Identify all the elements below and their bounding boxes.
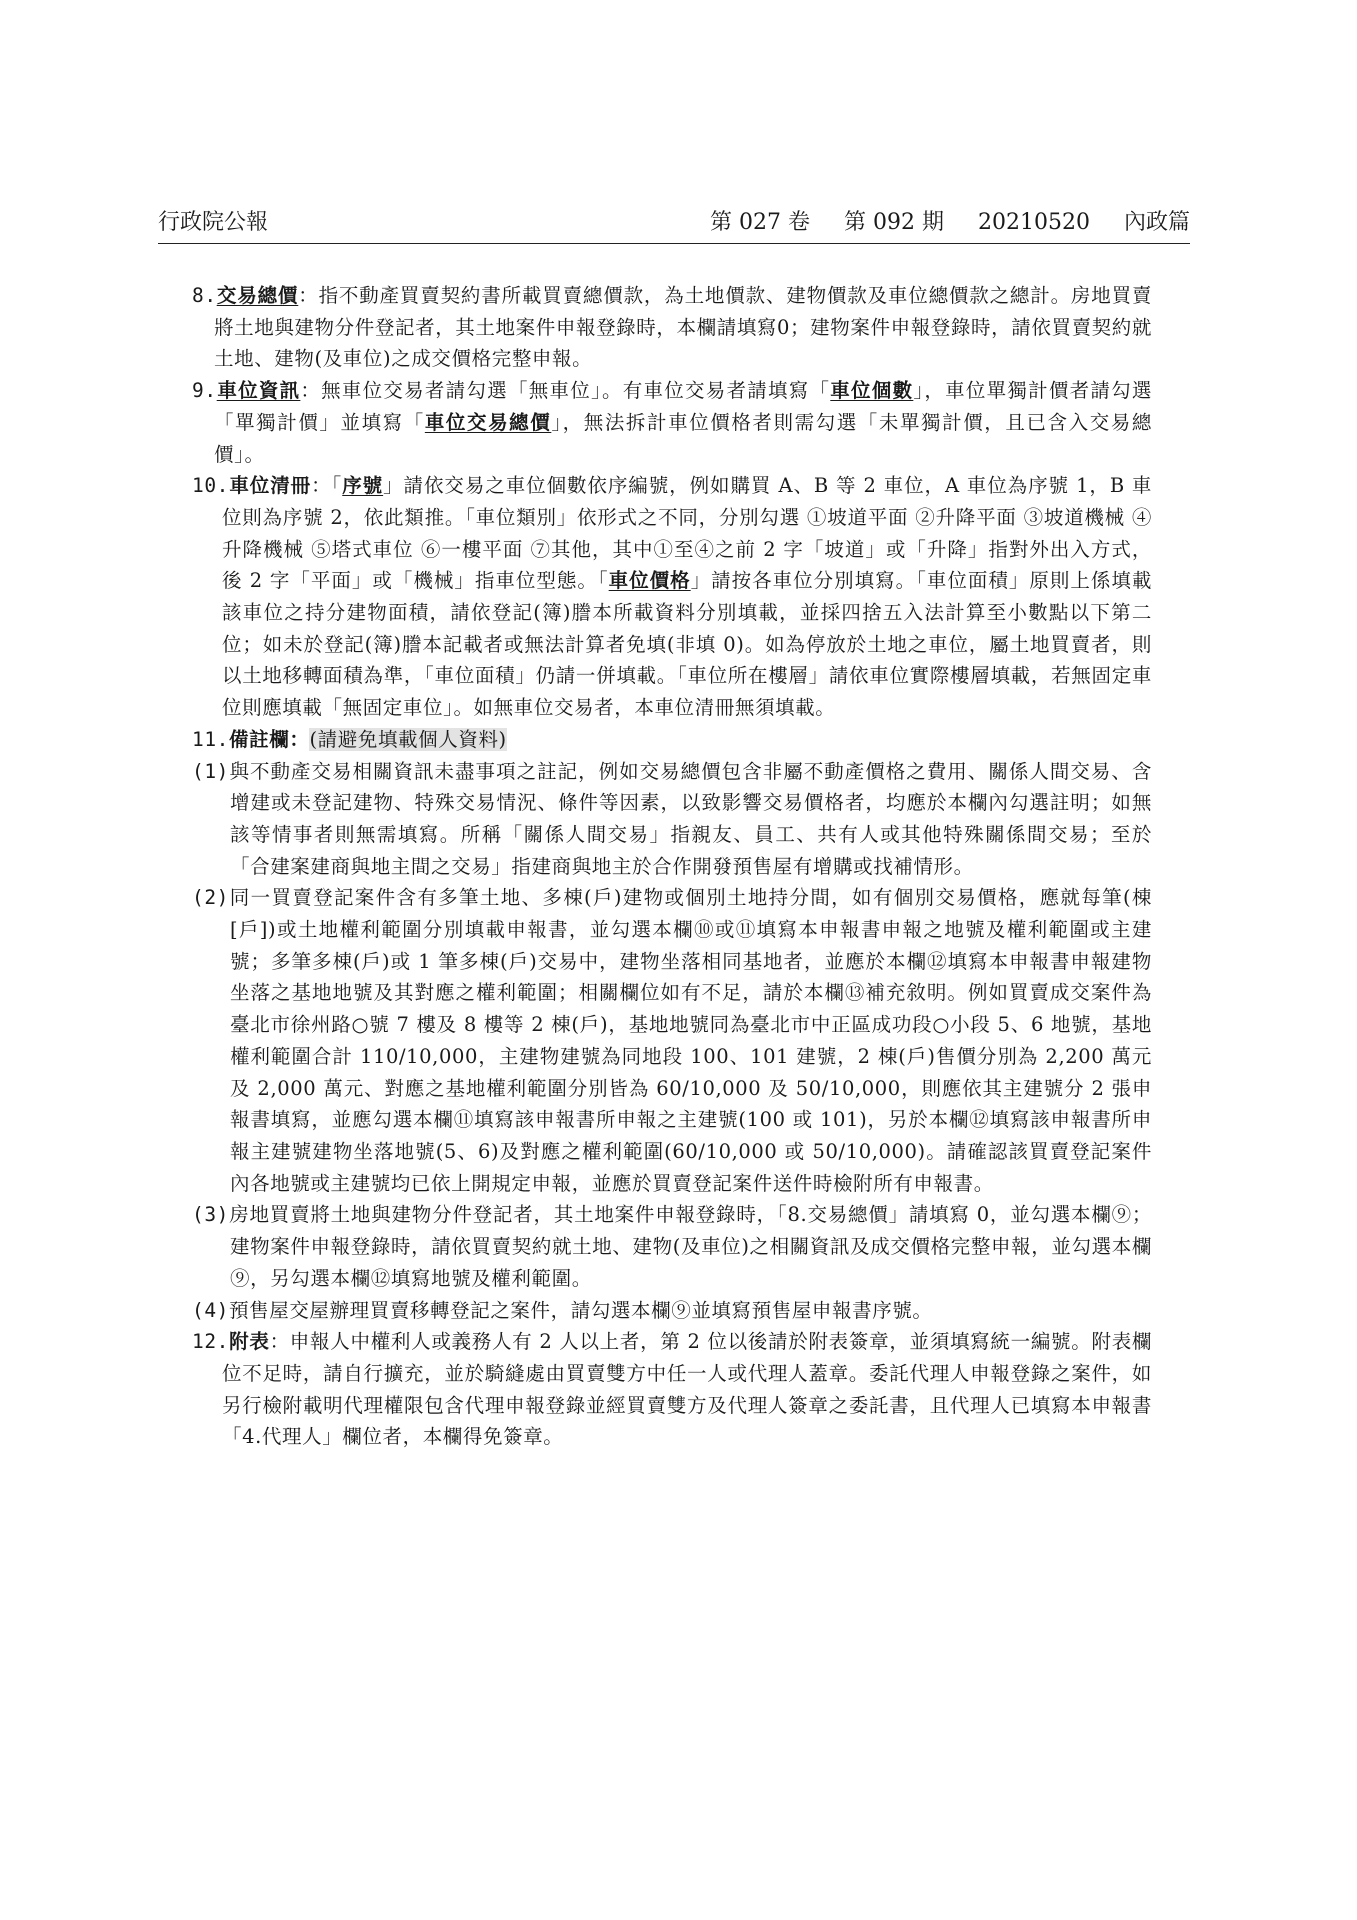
item-term: 交易總價	[216, 284, 299, 307]
section-name: 內政篇	[1123, 210, 1190, 235]
issue-number: 第 092 期	[844, 210, 944, 235]
item-text: 」，無法拆計車位價格者則需勾選「未單獨計價，且已含入交易總價」。	[214, 410, 1152, 466]
sub-number: (3)	[192, 1203, 230, 1227]
item-8-total-price	[192, 280, 1152, 375]
issue-date: 20210520	[978, 210, 1090, 235]
item-number: 10.	[192, 474, 230, 498]
remark-sub-item	[192, 1199, 1152, 1294]
sub-number: (4)	[192, 1298, 230, 1322]
item-term: 備註欄：	[229, 727, 310, 751]
document-body	[192, 280, 1152, 1453]
sub-text: 同一買賣登記案件含有多筆土地、多棟(戶)建物或個別土地持分間，如有個別交易價格，應就每筆(棟[戶])或土地權利範圍分別填載申報書，並勾選本欄⑩或⑪填寫本申報書申報之地號及權利範圍或主建號；多筆多棟(戶)或 1 筆多棟(戶)交易中，建物坐落相同基地者，並應於本欄⑫填寫本申報書申報建物坐落之基地地號及其對應之權利範圍；相關欄位如有不足，請於本欄⑬補充敘明。例如買賣成交案件為臺北市徐州路○號 7 樓及 8 樓等 2 棟(戶)，基地地號同為臺北市中正區成功段○小段 5、6 地號，基地權利範圍合計 110/10,000，主建物建號為同地段 100、101 建號，2 棟(戶)售價分別為 2,200 萬元及 2,000 萬元、對應之基地權利範圍分別皆為 60/10,000 及 50/10,000，則應依其主建號分 2 張申報書填寫，並應勾選本欄⑪填寫該申報書所申報之主建號(100 或 101)，另於本欄⑫填寫該申報書所申報主建號建物坐落地號(5、6)及對應之權利範圍(60/10,000 或 50/10,000)。請確認該買賣登記案件內各地號或主建號均已依上開規定申報，並應於買賣登記案件送件時檢附所有申報書。	[229, 886, 1152, 1195]
item-text: ：「	[311, 474, 343, 498]
item-term: 車位清冊	[229, 474, 312, 498]
page-header	[158, 205, 1190, 241]
item-text: ：指不動產買賣契約書所載買賣總價款，為土地價款、建物價款及車位總價款之總計。房地買賣將土地與建物分件登記者，其土地案件申報登錄時，本欄請填寫0；建物案件申報登錄時，請依買賣契約就土地、建物(及車位)之成交價格完整申報。	[214, 284, 1153, 371]
item-text: 」請依交易之車位個數依序編號，例如購買 A、B 等 2 車位，A 車位為序號 1，B 車位則為序號 2，依此類推。「車位類別」依形式之不同，分別勾選 ①坡道平面 ②升降平面 ③坡道機械 ④升降機械 ⑤塔式車位 ⑥一樓平面 ⑦其他，其中①至④之前 2 字「坡道」或「升降」指對外出入方式，後 2 字「平面」或「機械」指車位型態。「	[222, 474, 1153, 593]
remark-sub-item	[192, 882, 1152, 1199]
item-text: 」，車位單獨計價者請勾選「單獨計價」並填寫「	[214, 379, 1152, 434]
sub-number: (2)	[192, 886, 230, 910]
item-note: (請避免填載個人資料)	[309, 727, 507, 751]
item-number: 11.	[192, 727, 230, 751]
item-12-attachment	[192, 1326, 1152, 1453]
item-11-remarks	[192, 724, 1152, 756]
sub-text: 房地買賣將土地與建物分件登記者，其土地案件申報登錄時，「8.交易總價」請填寫 0，並勾選本欄⑨；建物案件申報登錄時，請依買賣契約就土地、建物(及車位)之相關資訊及成交價格完整申報，並勾選本欄⑨，另勾選本欄⑫填寫地號及權利範圍。	[229, 1203, 1152, 1290]
item-9-parking-info	[192, 375, 1152, 470]
keyword-parking-count: 車位個數	[830, 379, 914, 403]
sub-text: 預售屋交屋辦理買賣移轉登記之案件，請勾選本欄⑨並填寫預售屋申報書序號。	[229, 1298, 933, 1322]
keyword-parking-price: 車位價格	[608, 569, 691, 593]
header-divider	[158, 243, 1190, 244]
item-text: ：無車位交易者請勾選「無車位」。有車位交易者請填寫「	[300, 379, 831, 403]
issue-info	[710, 205, 1190, 241]
item-term: 附表	[229, 1330, 270, 1354]
item-text: 」請按各車位分別填寫。「車位面積」原則上係填載該車位之持分建物面積，請依登記(簿)謄本所載資料分別填載，並採四捨五入法計算至小數點以下第二位；如未於登記(簿)謄本記載者或無法計算者免填(非填 0)。如為停放於土地之車位，屬土地買賣者，則以土地移轉面積為準，「車位面積」仍請一併填載。「車位所在樓層」請依車位實際樓層填載，若無固定車位則應填載「無固定車位」。如無車位交易者，本車位清冊無須填載。	[222, 569, 1152, 720]
item-term: 車位資訊	[216, 379, 301, 403]
keyword-parking-total: 車位交易總價	[424, 410, 552, 434]
remark-sub-item	[192, 756, 1152, 883]
item-number: 9.	[192, 379, 217, 403]
publication-title: 行政院公報	[158, 210, 269, 235]
remark-sub-item	[192, 1295, 1152, 1327]
sub-text: 與不動產交易相關資訊未盡事項之註記，例如交易總價包含非屬不動產價格之費用、關係人間交易、含增建或未登記建物、特殊交易情況、條件等因素，以致影響交易價格者，均應於本欄內勾選註明；如無該等情事者則無需填寫。所稱「關係人間交易」指親友、員工、共有人或其他特殊關係間交易；至於「合建案建商與地主間之交易」指建商與地主於合作開發預售屋有增購或找補情形。	[229, 759, 1152, 878]
item-number: 12.	[192, 1330, 230, 1354]
keyword-serial-number: 序號	[342, 474, 384, 498]
volume-number: 第 027 卷	[710, 210, 811, 235]
item-text: ：申報人中權利人或義務人有 2 人以上者，第 2 位以後請於附表簽章，並須填寫統一編號。附表欄位不足時，請自行擴充，並於騎縫處由買賣雙方中任一人或代理人蓋章。委託代理人申報登錄之案件，如另行檢附載明代理權限包含代理申報登錄並經買賣雙方及代理人簽章之委託書，且代理人已填寫本申報書「4.代理人」欄位者，本欄得免簽章。	[222, 1330, 1153, 1449]
item-number: 8.	[192, 284, 217, 307]
item-10-parking-list	[192, 470, 1152, 724]
sub-number: (1)	[192, 759, 230, 783]
